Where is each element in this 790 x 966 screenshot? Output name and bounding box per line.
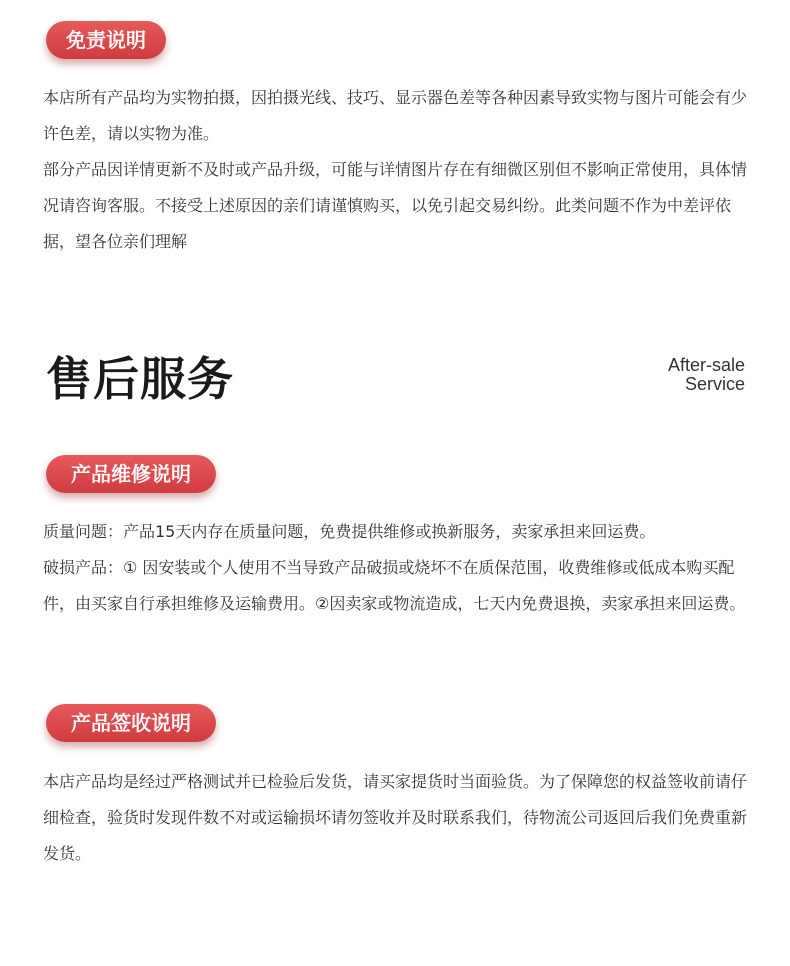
repair-paragraph-1: 质量问题：产品15天内存在质量问题，免费提供维修或换新服务，卖家承担来回运费。 (43, 522, 656, 541)
after-sale-english-title (668, 356, 745, 394)
disclaimer-text (43, 80, 755, 260)
disclaimer-label: 免责说明 (46, 21, 166, 59)
after-sale-title: 售后服务 (46, 352, 234, 406)
repair-text (43, 514, 755, 622)
repair-label: 产品维修说明 (46, 455, 216, 493)
signoff-paragraph-1: 本店产品均是经过严格测试并已检验后发货，请买家提货时当面验货。为了保障您的权益签收前请仔细检查，验货时发现件数不对或运输损坏请勿签收并及时联系我们，待物流公司返回后我们免费重新发货。 (43, 772, 748, 863)
signoff-text (43, 764, 755, 872)
after-sale-english-line-2: Service (684, 374, 745, 394)
signoff-label: 产品签收说明 (46, 704, 216, 742)
after-sale-english-line-1: After-sale (667, 355, 745, 375)
repair-paragraph-2: 破损产品：① 因安装或个人使用不当导致产品破损或烧坏不在质保范围，收费维修或低成本购买配件，由买家自行承担维修及运输费用。②因卖家或物流造成，七天内免费退换，卖家承担来回运费。 (43, 558, 746, 613)
disclaimer-paragraph-1: 本店所有产品均为实物拍摄，因拍摄光线、技巧、显示器色差等各种因素导致实物与图片可能会有少许色差，请以实物为准。 (43, 88, 748, 143)
disclaimer-paragraph-2: 部分产品因详情更新不及时或产品升级，可能与详情图片存在有细微区别但不影响正常使用，具体情况请咨询客服。不接受上述原因的亲们请谨慎购买，以免引起交易纠纷。此类问题不作为中差评依据，望各位亲们理解 (43, 160, 748, 251)
